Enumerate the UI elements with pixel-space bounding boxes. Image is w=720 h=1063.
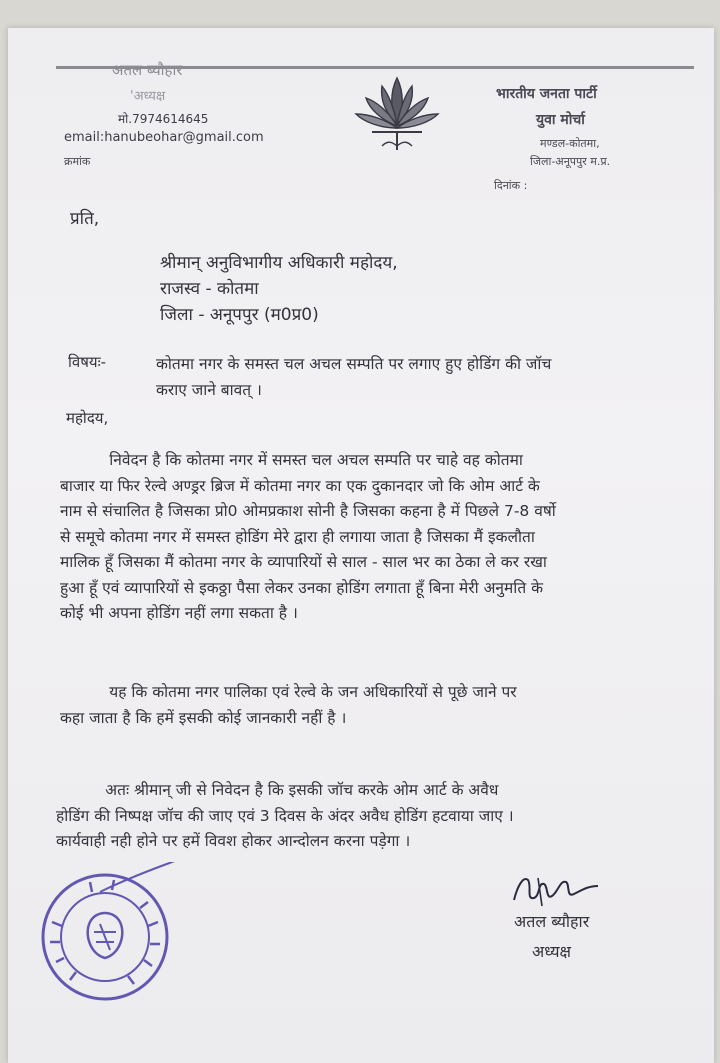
subject-line: कोतमा नगर के समस्त चल अचल सम्पति पर लगाए हुए होडिंग की जॉच bbox=[156, 355, 552, 373]
letterhead-mobile: मो.7974614645 bbox=[118, 112, 209, 126]
letterhead-district: जिला-अनूपपुर म.प्र. bbox=[530, 155, 611, 168]
letterhead-name: अतल ब्यौहार bbox=[112, 61, 183, 79]
paragraph-line: से समूचे कोतमा नगर में समस्त होडिंग मेरे द्वारा ही लगाया जाता है जिसका मैं इकलौता bbox=[60, 527, 535, 546]
paragraph-line: अतः श्रीमान् जी से निवेदन है कि इसकी जॉच करके ओम आर्ट के अवैध bbox=[56, 781, 499, 799]
to-label: प्रति, bbox=[70, 209, 100, 229]
recipient-line: श्रीमान् अनुविभागीय अधिकारी महोदय, bbox=[160, 253, 398, 273]
paragraph-line: कार्यवाही नही होने पर हमें विवश होकर आन्दोलन करना पड़ेगा । bbox=[56, 832, 411, 850]
paragraph-line: निवेदन है कि कोतमा नगर में समस्त चल अचल सम्पति पर चाहे वह कोतमा bbox=[60, 451, 523, 469]
letterhead-party: भारतीय जनता पार्टी bbox=[496, 86, 597, 102]
salutation: महोदय, bbox=[66, 409, 109, 427]
lotus-logo-icon bbox=[352, 70, 442, 154]
letterhead-email: email:hanubeohar@gmail.com bbox=[64, 130, 264, 145]
recipient-line: जिला - अनूपपुर (म0प्र0) bbox=[160, 305, 319, 325]
paragraph-line: होडिंग की निष्पक्ष जॉच की जाए एवं 3 दिवस के अंदर अवैध होडिंग हटवाया जाए । bbox=[56, 806, 514, 825]
handwritten-signature-icon bbox=[508, 870, 618, 912]
paragraph-line: नाम से संचालित है जिसका प्रो0 ओमप्रकाश सोनी है जिसका कहना है में पिछले 7-8 वर्षो bbox=[60, 502, 556, 520]
signatory-name: अतल ब्यौहार bbox=[514, 912, 590, 931]
signatory-title: अध्यक्ष bbox=[532, 942, 571, 961]
subject-label: विषयः- bbox=[68, 353, 107, 371]
paragraph-3 bbox=[56, 778, 514, 855]
paragraph-line: हुआ हूँ एवं व्यापारियों से इकठ्ठा पैसा लेकर उनका होडिंग लगाता हूँ बिना मेरी अनुमति के bbox=[60, 578, 543, 597]
subject-line: कराए जाने बावत् । bbox=[156, 380, 262, 399]
paragraph-line: कोई भी अपना होडिंग नहीं लगा सकता है । bbox=[60, 604, 298, 622]
paragraph-2 bbox=[60, 680, 517, 731]
subject-text bbox=[156, 352, 551, 403]
paragraph-line: बाजार या फिर रेल्वे अण्ड्रर ब्रिज में कोतमा नगर का एक दुकानदार जो कि ओम आर्ट के bbox=[60, 476, 540, 495]
paragraph-1 bbox=[60, 448, 556, 627]
reference-label: क्रमांक bbox=[64, 155, 91, 168]
date-label: दिनांक : bbox=[494, 179, 528, 192]
paragraph-line: कहा जाता है कि हमें इसकी कोई जानकारी नहीं है । bbox=[60, 708, 347, 727]
paragraph-line: यह कि कोतमा नगर पालिका एवं रेल्वे के जन अधिकारियों से पूछे जाने पर bbox=[60, 683, 517, 701]
paragraph-line: मालिक हूँ जिसका मैं कोतमा नगर के व्यापारियों से साल - साल भर का ठेका ले कर रखा bbox=[60, 553, 547, 571]
recipient-line: राजस्व - कोतमा bbox=[160, 279, 259, 299]
letterhead-wing: युवा मोर्चा bbox=[536, 112, 585, 128]
official-seal-icon bbox=[30, 862, 180, 1012]
letterhead-post: 'अध्यक्ष bbox=[130, 89, 166, 104]
letterhead-mandal: मण्डल-कोतमा, bbox=[540, 137, 600, 150]
